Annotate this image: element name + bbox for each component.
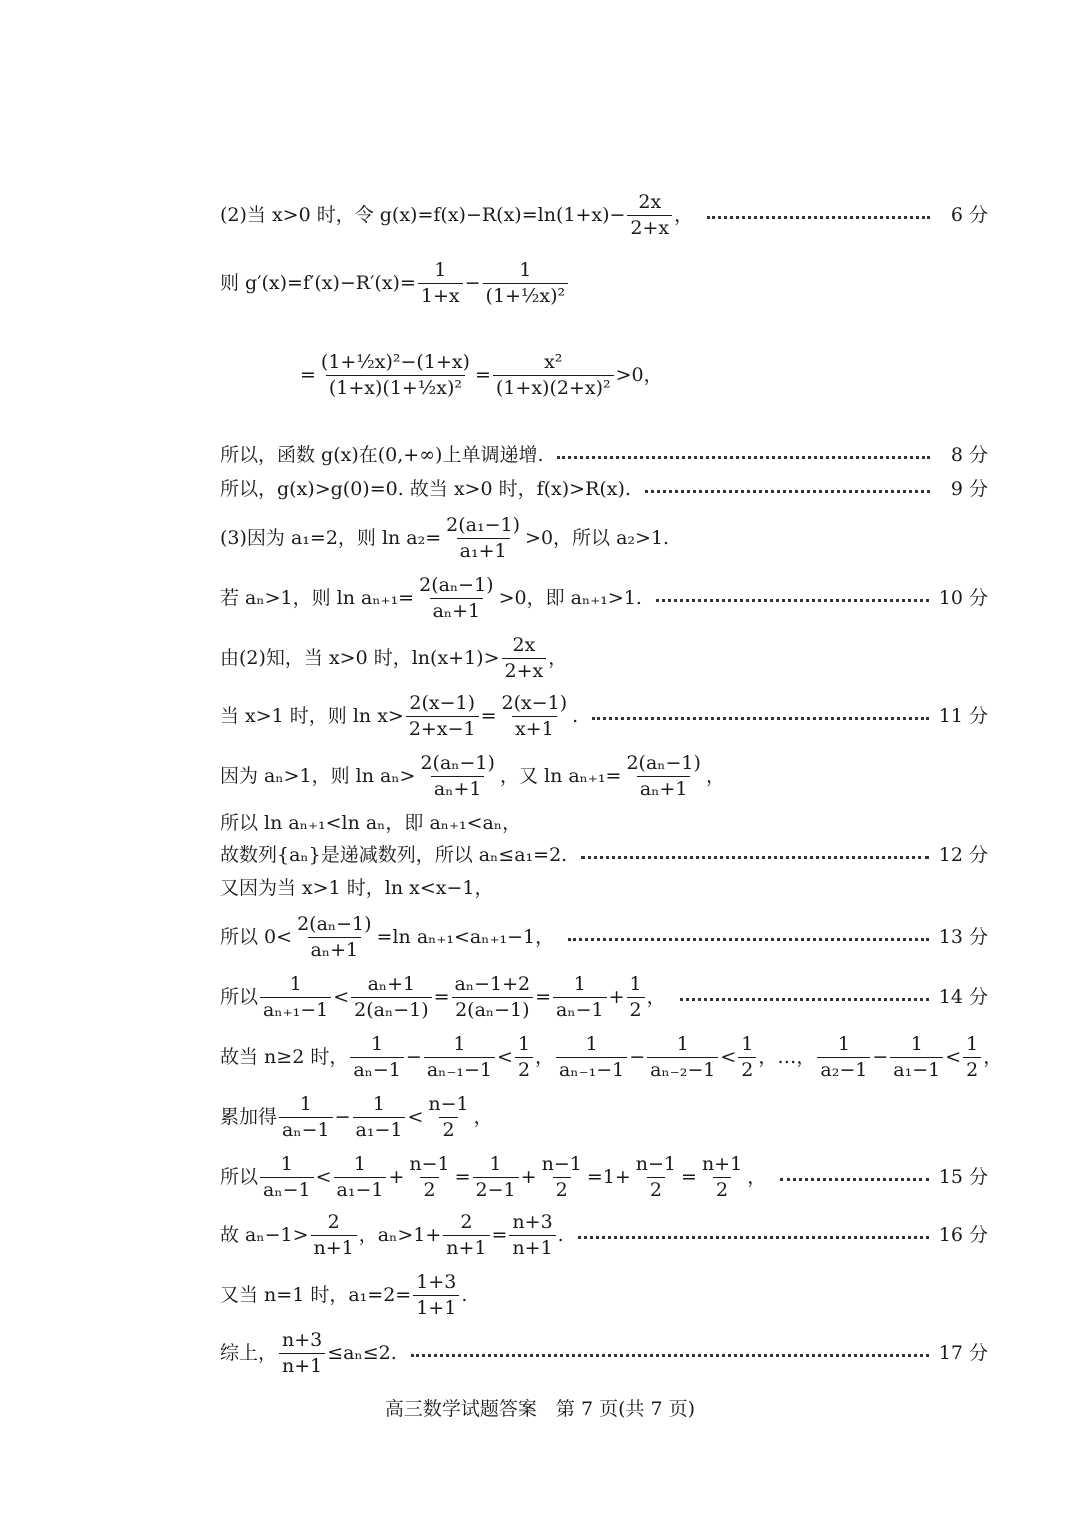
fraction-numerator: 2(aₙ−1) (419, 573, 494, 596)
math-text: >0，所以 a₂>1. (525, 526, 670, 549)
fraction (817, 1032, 870, 1081)
fraction-denominator: 1+1 (413, 1295, 459, 1318)
fraction-denominator: 2 (553, 1177, 571, 1200)
fraction-numerator: (1+½x)²−(1+x) (320, 350, 470, 373)
math-text: ， (747, 1165, 767, 1188)
math-text: = (681, 1165, 697, 1188)
fraction-denominator: a₂−1 (817, 1057, 870, 1080)
fraction-denominator: 2(aₙ−1) (351, 997, 431, 1020)
score-label: 12 分 (938, 843, 988, 866)
math-text: < (315, 1165, 332, 1188)
math-expression (220, 843, 568, 866)
fraction (483, 258, 569, 307)
math-expression (220, 972, 666, 1021)
fraction-denominator: n+1 (509, 1235, 555, 1258)
fraction (515, 1032, 533, 1081)
solution-line-induction (220, 572, 988, 624)
math-text: 故当 n≥2 时， (220, 1045, 349, 1068)
math-expression (220, 258, 570, 307)
math-text: . (461, 1283, 468, 1306)
fraction-denominator: aₙ−1 (279, 1117, 333, 1140)
fraction (350, 1032, 404, 1081)
fraction-denominator: 2 (647, 1177, 665, 1200)
math-text: 由(2)知，当 x>0 时，ln(x+1)> (220, 646, 500, 669)
fraction-numerator: aₙ+1 (367, 972, 416, 995)
solution-line-bound-13 (220, 910, 988, 964)
fraction (318, 350, 473, 399)
dotted-leader (592, 717, 929, 720)
fraction-numerator: 2(x−1) (409, 691, 476, 714)
score-label: 9 分 (950, 477, 988, 500)
math-text: >0，即 aₙ₊₁>1. (498, 586, 642, 609)
math-text: + (520, 1165, 537, 1188)
fraction (633, 1152, 679, 1201)
solution-line-lnx-bound (220, 875, 988, 901)
fraction-numerator: 2 (460, 1210, 473, 1233)
math-text: 所以，g(x)>g(0)=0. 故当 x>0 时，f(x)>R(x). (220, 477, 631, 500)
dotted-leader (780, 1178, 929, 1181)
fraction-numerator: 1 (289, 972, 302, 995)
fraction-numerator: 1 (372, 1092, 386, 1115)
fraction-denominator: a₁−1 (334, 1177, 387, 1200)
solution-line-part2-def (220, 190, 988, 239)
fraction-denominator: aₙ+1 (308, 937, 362, 960)
fraction-denominator: 2−1 (473, 1177, 519, 1200)
solution-line-final-17 (220, 1326, 988, 1380)
math-text: 累加得 (220, 1105, 278, 1128)
fraction (416, 573, 496, 622)
fraction-numerator: 1 (371, 1032, 384, 1055)
math-text: < (720, 1045, 737, 1068)
solution-line-x-gt-1 (220, 690, 988, 742)
fraction-numerator: 1 (434, 258, 447, 281)
fraction (556, 1032, 627, 1081)
fraction-denominator: 2+x (502, 658, 547, 681)
fraction-numerator: 1 (585, 1032, 598, 1055)
math-text: = (491, 1223, 508, 1246)
math-text: < (945, 1045, 962, 1068)
solution-line-from-part2 (220, 632, 988, 684)
fraction-numerator: 1 (573, 972, 586, 995)
math-text: ， (473, 1105, 493, 1128)
fraction (623, 751, 703, 800)
fraction-numerator: n−1 (541, 1152, 582, 1175)
math-expression (220, 443, 544, 466)
fraction-numerator: n+3 (282, 1328, 323, 1351)
fraction (406, 1152, 452, 1201)
score-label: 13 分 (938, 925, 988, 948)
math-expression (220, 876, 494, 899)
fraction-numerator: aₙ−1+2 (454, 972, 531, 995)
math-text: = (474, 363, 491, 386)
dotted-leader (557, 456, 930, 459)
fraction (311, 1210, 357, 1259)
math-text: 则 g′(x)=f′(x)−R′(x)= (220, 271, 416, 294)
math-text: 若 aₙ>1，则 ln aₙ₊₁= (220, 586, 415, 609)
score-label: 8 分 (950, 443, 988, 466)
fraction (334, 1152, 387, 1201)
solution-line-derivative (220, 250, 988, 316)
math-text: ，…， (758, 1045, 816, 1068)
fraction (647, 1032, 718, 1081)
dotted-leader (411, 1354, 929, 1357)
math-text: ， (705, 764, 725, 787)
math-text: ， (535, 1045, 555, 1068)
fraction-denominator: 2 (963, 1057, 981, 1080)
math-expression (220, 190, 694, 239)
math-text: ， (548, 646, 568, 669)
fraction-numerator: 2(a₁−1) (446, 513, 521, 536)
math-expression (220, 513, 670, 562)
math-text: − (464, 271, 481, 294)
fraction (279, 1092, 333, 1141)
fraction-numerator: 2x (512, 633, 536, 656)
fraction-numerator: 1 (910, 1032, 923, 1055)
fraction-denominator: 2(aₙ−1) (452, 997, 532, 1020)
fraction-denominator: 1+x (418, 283, 463, 306)
math-text: ， (983, 1045, 1003, 1068)
math-text: = (535, 985, 552, 1008)
fraction-denominator: (1+½x)² (483, 283, 569, 306)
fraction-numerator: 2 (327, 1210, 340, 1233)
fraction-denominator: 2+x−1 (406, 716, 479, 739)
math-text: 故 aₙ−1> (220, 1223, 309, 1246)
dotted-leader (656, 599, 929, 602)
math-expression (220, 811, 522, 834)
fraction-numerator: n−1 (635, 1152, 677, 1175)
fraction-numerator: 1 (966, 1032, 979, 1055)
fraction (493, 350, 614, 399)
fraction-denominator: n+1 (279, 1353, 325, 1376)
math-text: − (872, 1045, 889, 1068)
fraction-numerator: 1 (280, 1152, 293, 1175)
fraction-denominator: 2 (420, 1177, 438, 1200)
math-text: 综上， (220, 1341, 278, 1364)
math-expression (220, 633, 568, 682)
fraction-numerator: 1 (676, 1032, 689, 1055)
math-expression (220, 1270, 468, 1319)
fraction-numerator: x² (544, 350, 563, 373)
math-text: < (407, 1105, 424, 1128)
fraction (890, 1032, 943, 1081)
fraction-numerator: 2(aₙ−1) (420, 751, 495, 774)
math-text: + (388, 1165, 405, 1188)
math-expression (220, 751, 725, 800)
fraction-denominator: (1+x)(2+x)² (493, 375, 614, 398)
math-text: − (629, 1045, 646, 1068)
fraction (509, 1210, 555, 1259)
math-text: 又当 n=1 时，a₁=2= (220, 1283, 412, 1306)
page-footer: 高三数学试题答案 第 7 页(共 7 页) (384, 1398, 696, 1420)
fraction (963, 1032, 981, 1081)
math-text: =1+ (586, 1165, 631, 1188)
fraction (418, 258, 463, 307)
fraction (627, 972, 645, 1021)
fraction-denominator: 2 (738, 1057, 756, 1080)
score-label: 17 分 (938, 1341, 988, 1364)
solution-line-result-16 (220, 1208, 988, 1262)
math-text: = (433, 985, 450, 1008)
math-text: ≤aₙ≤2. (327, 1341, 397, 1364)
fraction-numerator: 1 (453, 1032, 466, 1055)
math-text: . (557, 1223, 564, 1246)
fraction-numerator: 1 (519, 258, 532, 281)
math-text: = (480, 704, 497, 727)
math-expression (220, 912, 555, 961)
fraction (443, 1210, 489, 1259)
fraction-numerator: 1 (489, 1152, 502, 1175)
fraction-denominator: 2 (515, 1057, 533, 1080)
math-expression (220, 1210, 564, 1259)
fraction (539, 1152, 585, 1201)
score-label: 6 分 (950, 203, 988, 226)
math-text: − (334, 1105, 351, 1128)
fraction-denominator: n+1 (443, 1235, 489, 1258)
fraction (417, 751, 497, 800)
fraction-denominator: a₁+1 (457, 538, 510, 561)
fraction (473, 1152, 519, 1201)
math-text: (3)因为 a₁=2，则 ln a₂= (220, 526, 442, 549)
solution-line-reciprocal-14 (220, 970, 988, 1024)
fraction-numerator: 2(x−1) (501, 691, 568, 714)
fraction-denominator: aₙ₋₁−1 (424, 1057, 495, 1080)
fraction-denominator: a₁−1 (353, 1117, 406, 1140)
dotted-leader (707, 216, 930, 219)
score-label: 10 分 (938, 586, 988, 609)
math-expression (220, 573, 642, 622)
math-text: (2)当 x>0 时，令 g(x)=f(x)−R(x)=ln(1+x)− (220, 203, 626, 226)
math-expression (220, 1328, 397, 1377)
math-text: ， (646, 985, 666, 1008)
math-text: 又因为当 x>1 时，ln x<x−1， (220, 876, 494, 899)
score-label: 11 分 (938, 704, 988, 727)
fraction (425, 1092, 471, 1141)
math-text: >0， (615, 363, 663, 386)
fraction-numerator: 1 (837, 1032, 850, 1055)
fraction (738, 1032, 756, 1081)
fraction-denominator: a₁−1 (890, 1057, 943, 1080)
fraction-denominator: 2 (439, 1117, 457, 1140)
fraction-denominator: aₙ₊₁−1 (260, 997, 331, 1020)
fraction-numerator: 1+3 (416, 1270, 457, 1293)
fraction (406, 691, 479, 740)
solution-line-because-an (220, 750, 988, 802)
fraction-numerator: 1 (741, 1032, 754, 1055)
solution-line-accumulate (220, 1090, 988, 1144)
math-text: 当 x>1 时，则 ln x> (220, 704, 404, 727)
fraction-numerator: n+3 (512, 1210, 553, 1233)
solution-line-ln-compare (220, 810, 988, 836)
math-expression (300, 350, 663, 399)
dotted-leader (645, 490, 930, 493)
math-text: =ln aₙ₊₁<aₙ₊₁−1， (376, 925, 555, 948)
math-text: − (405, 1045, 422, 1068)
fraction-denominator: aₙ+1 (431, 776, 485, 799)
math-text: = (300, 363, 316, 386)
math-text: < (497, 1045, 513, 1068)
fraction-numerator: n−1 (428, 1092, 469, 1115)
solution-line-decreasing (220, 842, 988, 868)
fraction-denominator: aₙ+1 (430, 598, 484, 621)
math-text: 所以 (220, 985, 259, 1008)
dotted-leader (581, 856, 929, 859)
solution-line-n-ge-2 (220, 1030, 1003, 1084)
fraction-denominator: aₙ−1 (553, 997, 607, 1020)
math-expression (220, 1092, 493, 1141)
fraction-numerator: n−1 (409, 1152, 450, 1175)
fraction (351, 972, 431, 1021)
solution-line-monotonic (220, 442, 988, 468)
solution-line-derivative-simplified (300, 340, 988, 410)
math-expression (220, 477, 631, 500)
fraction-denominator: 2 (627, 997, 645, 1020)
fraction (502, 633, 547, 682)
fraction-numerator: 1 (299, 1092, 312, 1115)
math-expression (220, 691, 579, 740)
fraction (279, 1328, 325, 1377)
math-expression (220, 1032, 1003, 1081)
solution-line-conclusion-part2 (220, 476, 988, 502)
fraction-numerator: 2(aₙ−1) (297, 912, 372, 935)
fraction (260, 972, 331, 1021)
math-text: ，又 ln aₙ₊₁= (499, 764, 622, 787)
math-text: 所以，函数 g(x)在(0,+∞)上单调递增. (220, 443, 544, 466)
math-text: 故数列{aₙ}是递减数列，所以 aₙ≤a₁=2. (220, 843, 568, 866)
fraction (260, 1152, 314, 1201)
score-label: 14 分 (938, 985, 988, 1008)
fraction-denominator: aₙ−1 (350, 1057, 404, 1080)
math-text: ，aₙ>1+ (358, 1223, 442, 1246)
fraction-denominator: aₙ₋₁−1 (556, 1057, 627, 1080)
fraction-numerator: 2(aₙ−1) (626, 751, 701, 774)
dotted-leader (680, 998, 929, 1001)
fraction (553, 972, 607, 1021)
score-label: 15 分 (938, 1165, 988, 1188)
fraction-numerator: 1 (629, 972, 642, 995)
fraction (627, 190, 672, 239)
fraction (452, 972, 534, 1021)
math-text: ， (674, 203, 694, 226)
fraction (699, 1152, 745, 1201)
math-text: 所以 ln aₙ₊₁<ln aₙ，即 aₙ₊₁<aₙ， (220, 811, 522, 834)
math-expression (220, 1152, 767, 1201)
math-text: . (572, 704, 579, 727)
fraction-denominator: aₙ+1 (637, 776, 691, 799)
dotted-leader (568, 938, 929, 941)
math-text: 所以 0< (220, 925, 293, 948)
solution-line-result-15 (220, 1150, 988, 1204)
fraction-denominator: 2 (713, 1177, 731, 1200)
fraction-numerator: 2x (638, 190, 662, 213)
score-label: 16 分 (938, 1223, 988, 1246)
fraction (353, 1092, 406, 1141)
fraction (499, 691, 571, 740)
solution-line-part3-start (220, 512, 988, 564)
fraction (294, 912, 374, 961)
fraction-denominator: 2+x (627, 215, 672, 238)
math-text: 因为 aₙ>1，则 ln aₙ> (220, 764, 416, 787)
fraction-denominator: n+1 (311, 1235, 357, 1258)
dotted-leader (578, 1236, 929, 1239)
fraction-numerator: 1 (353, 1152, 367, 1175)
math-text: < (333, 985, 350, 1008)
fraction-denominator: aₙ₋₂−1 (647, 1057, 718, 1080)
fraction-numerator: n+1 (701, 1152, 743, 1175)
fraction (443, 513, 523, 562)
fraction-denominator: x+1 (512, 716, 557, 739)
fraction-denominator: (1+x)(1+½x)² (326, 375, 465, 398)
solution-line-n-eq-1 (220, 1268, 988, 1322)
fraction (413, 1270, 459, 1319)
math-text: = (454, 1165, 471, 1188)
fraction-denominator: aₙ−1 (260, 1177, 314, 1200)
fraction (424, 1032, 495, 1081)
math-text: + (608, 985, 625, 1008)
fraction-numerator: 1 (517, 1032, 531, 1055)
math-text: 所以 (220, 1165, 259, 1188)
